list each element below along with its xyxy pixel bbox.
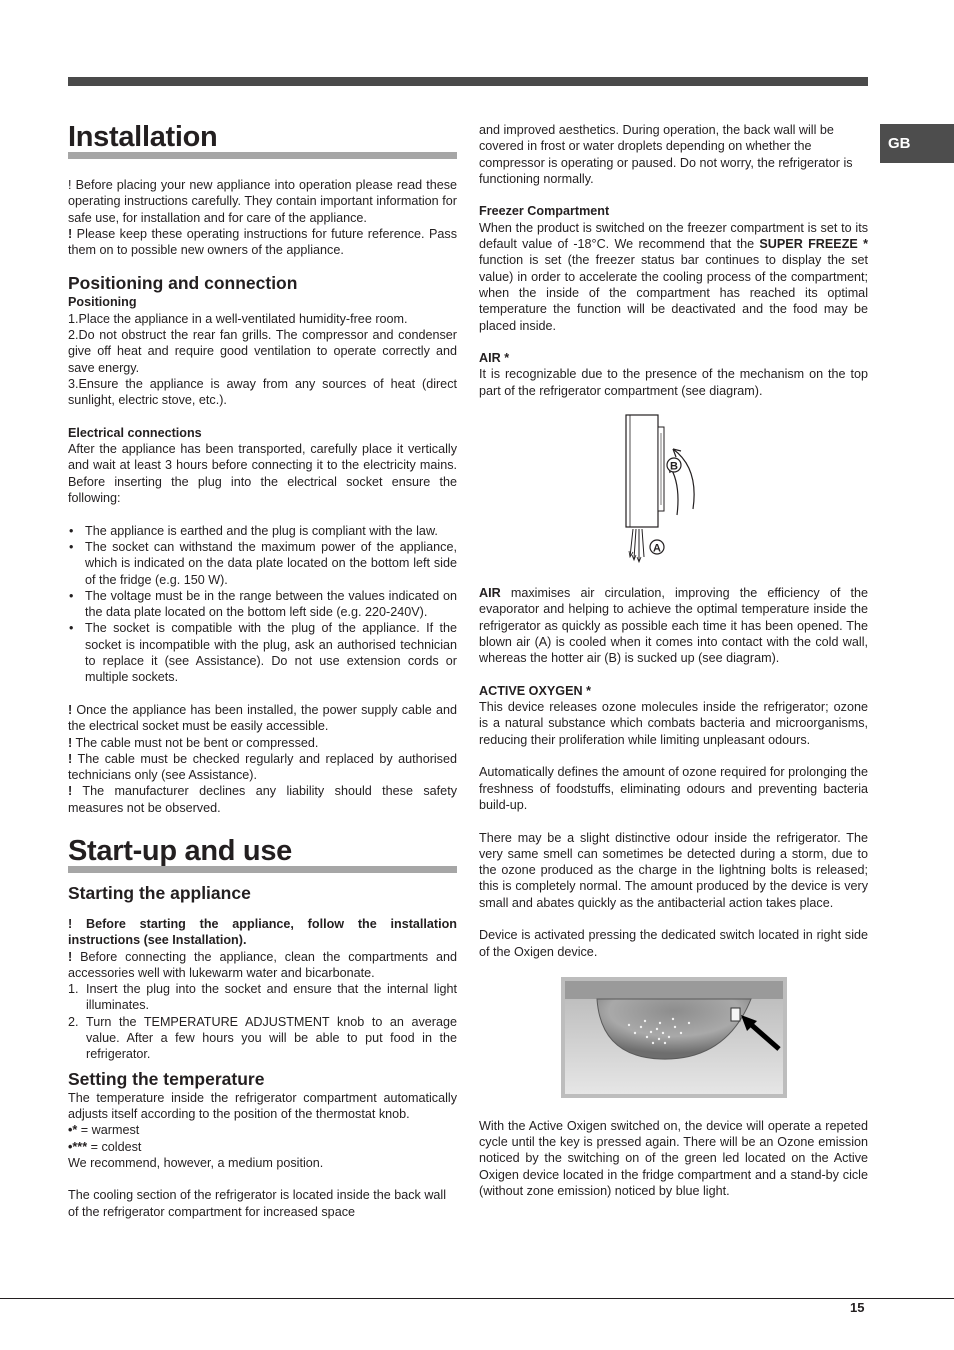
fridge-wall bbox=[626, 415, 658, 527]
list-item: 1. Insert the plug into the socket and ensure that the internal light illuminates. bbox=[68, 982, 457, 1013]
electrical-checklist bbox=[68, 523, 457, 686]
air-diagram bbox=[611, 413, 721, 573]
oxygen-heading: ACTIVE OXYGEN * bbox=[479, 683, 591, 698]
warning-liability: ! The manufacturer declines any liability should these safety measures not be observed. bbox=[68, 784, 457, 815]
label-b: B bbox=[670, 460, 678, 473]
oxygen-paragraph-1: This device releases ozone molecules inside the refrigerator; ozone is a natural substance which combats bacteria and microorganisms, reducing their proliferation while limiting unpleasant odours. bbox=[479, 700, 868, 747]
label-a: A bbox=[653, 542, 661, 555]
startup-title: Start-up and use bbox=[68, 834, 457, 873]
oxygen-device-photo bbox=[561, 977, 787, 1098]
air-description: AIR maximises air circulation, improving the efficiency of the evaporator and helping to achieve the optimal temperature inside the refrigerator as quickly as possible each time it has been opened. The blown air (A) is cooled when it comes into contact with the cold wall, whereas the hotter air (B) is sucked up (see diagram). bbox=[479, 586, 868, 666]
oxygen-paragraph-4: Device is activated pressing the dedicated switch located in right side of the Oxigen device. bbox=[479, 928, 868, 959]
cleaning-paragraph: ! Before connecting the appliance, clean the compartments and accessories well with lukewarm water and bicarbonate. bbox=[68, 949, 457, 980]
freezer-heading: Freezer Compartment bbox=[479, 204, 610, 219]
activation-switch bbox=[731, 1008, 740, 1021]
left-column bbox=[68, 120, 457, 1220]
thermostat-warm-icon: •* bbox=[68, 1123, 78, 1138]
air-paragraph: It is recognizable due to the presence of the mechanism on the top part of the refrigerator compartment (see diagram). bbox=[479, 367, 868, 398]
positioning-heading: Positioning and connection bbox=[68, 273, 298, 294]
positioning-step-3: 3.Ensure the appliance is away from any sources of heat (direct sunlight, electric stove, etc.). bbox=[68, 376, 457, 408]
starting-heading: Starting the appliance bbox=[68, 882, 251, 903]
installation-title: Installation bbox=[68, 120, 457, 159]
bold-warning: ! Before starting the appliance, follow the installation instructions (see Installation). bbox=[68, 916, 457, 948]
language-tab: GB bbox=[880, 124, 954, 163]
keep-instructions-paragraph: ! Please keep these operating instructions for future reference. Pass them on to possible new owners of the appliance. bbox=[68, 226, 457, 258]
list-item: • The voltage must be in the range between the values indicated on the data plate located on the bottom left side (e.g. 220-240V). bbox=[68, 588, 457, 621]
startup-steps bbox=[68, 981, 457, 1062]
recommend-paragraph: We recommend, however, a medium position. bbox=[68, 1155, 324, 1170]
oxygen-paragraph-3: There may be a slight distinctive odour inside the refrigerator. The very same smell can sometimes be detected during a storm, due to the ozone produced as the charge in the lightning bolts is released; this is completely normal. The amount produced by the device is very small and abates quickly as the antibacterial action takes place. bbox=[479, 830, 868, 910]
top-rule bbox=[68, 77, 868, 86]
list-item: • The appliance is earthed and the plug is compliant with the law. bbox=[68, 523, 457, 539]
list-item: 2. Turn the TEMPERATURE ADJUSTMENT knob to an average value. After a few hours you will be able to put food in the refrigerator. bbox=[68, 1014, 457, 1062]
positioning-subheading: Positioning bbox=[68, 295, 137, 310]
continued-paragraph: and improved aesthetics. During operation, the back wall will be covered in frost or water droplets depending on whether the compressor is operating or paused. Do not worry, the refrigerator is functioning normally. bbox=[479, 123, 853, 186]
intro-paragraph: ! Before placing your new appliance into operation please read these operating instructions carefully. They contain important information for safe use, for installation and for care of the appliance. bbox=[68, 178, 457, 225]
coldest-line: •*** = coldest bbox=[68, 1139, 142, 1154]
list-item: • The socket can withstand the maximum power of the appliance, which is indicated on the data plate located on the bottom left side of the fridge (e.g. 150 W). bbox=[68, 539, 457, 588]
warning-bent: ! The cable must not be bent or compressed. bbox=[68, 735, 319, 750]
warning-checked: ! The cable must be checked regularly and replaced by authorised technicians only (see Assistance). bbox=[68, 751, 457, 783]
oxygen-paragraph-5: With the Active Oxigen switched on, the device will operate a repeted cycle until the key is pressed again. There will be an Ozone emission noticed by the switching on of the green led located on the Active Oxigen device located in the fridge compartment and a stand-by cicle (without zone emission) noticed by blue light. bbox=[479, 1118, 868, 1199]
warning-accessible: ! Once the appliance has been installed, the power supply cable and the electrical socket must be easily accessible. bbox=[68, 702, 457, 734]
temperature-heading: Setting the temperature bbox=[68, 1068, 265, 1089]
list-item: • The socket is compatible with the plug of the appliance. If the socket is incompatible with the plug, ask an authorised technician to replace it (see Assistance). Do not use extension cords or multiple sockets. bbox=[68, 620, 457, 685]
warmest-line: •* = warmest bbox=[68, 1123, 140, 1138]
positioning-step-2: 2.Do not obstruct the rear fan grills. The compressor and condenser give off heat and require good ventilation to operate correctly and save energy. bbox=[68, 328, 457, 375]
cooling-paragraph: The cooling section of the refrigerator is located inside the back wall of the refrigerator compartment for increased space bbox=[68, 1188, 447, 1219]
air-heading: AIR * bbox=[479, 351, 510, 366]
right-column bbox=[479, 122, 868, 1199]
electrical-paragraph: After the appliance has been transported, carefully place it vertically and wait at least 3 hours before connecting it to the electricity mains. Before inserting the plug into the electrical socket ensure the following: bbox=[68, 442, 457, 506]
positioning-step-1: 1.Place the appliance in a well-ventilated humidity-free room. bbox=[68, 311, 408, 326]
page-number: 15 bbox=[850, 1300, 865, 1315]
footer-rule bbox=[0, 1298, 954, 1299]
oxygen-paragraph-2: Automatically defines the amount of ozone required for prolonging the freshness of foodstuffs, eliminating odours and preventing bacteria build-up. bbox=[479, 765, 868, 812]
electrical-subheading: Electrical connections bbox=[68, 425, 202, 440]
freezer-paragraph: When the product is switched on the freezer compartment is set to its default value of -18°C. We recommend that the SUPER FREEZE * function is set (the freezer status bar continues to display the set value) in order to accelerate the cooling process of the compartment; when the inside of the compartment has reached its optimal temperature the function will be deactivated and the food may be placed inside. bbox=[479, 220, 868, 333]
temperature-paragraph: The temperature inside the refrigerator compartment automatically adjusts itself according to the position of the thermostat knob. bbox=[68, 1090, 457, 1121]
thermostat-cold-icon: •*** bbox=[68, 1139, 88, 1154]
